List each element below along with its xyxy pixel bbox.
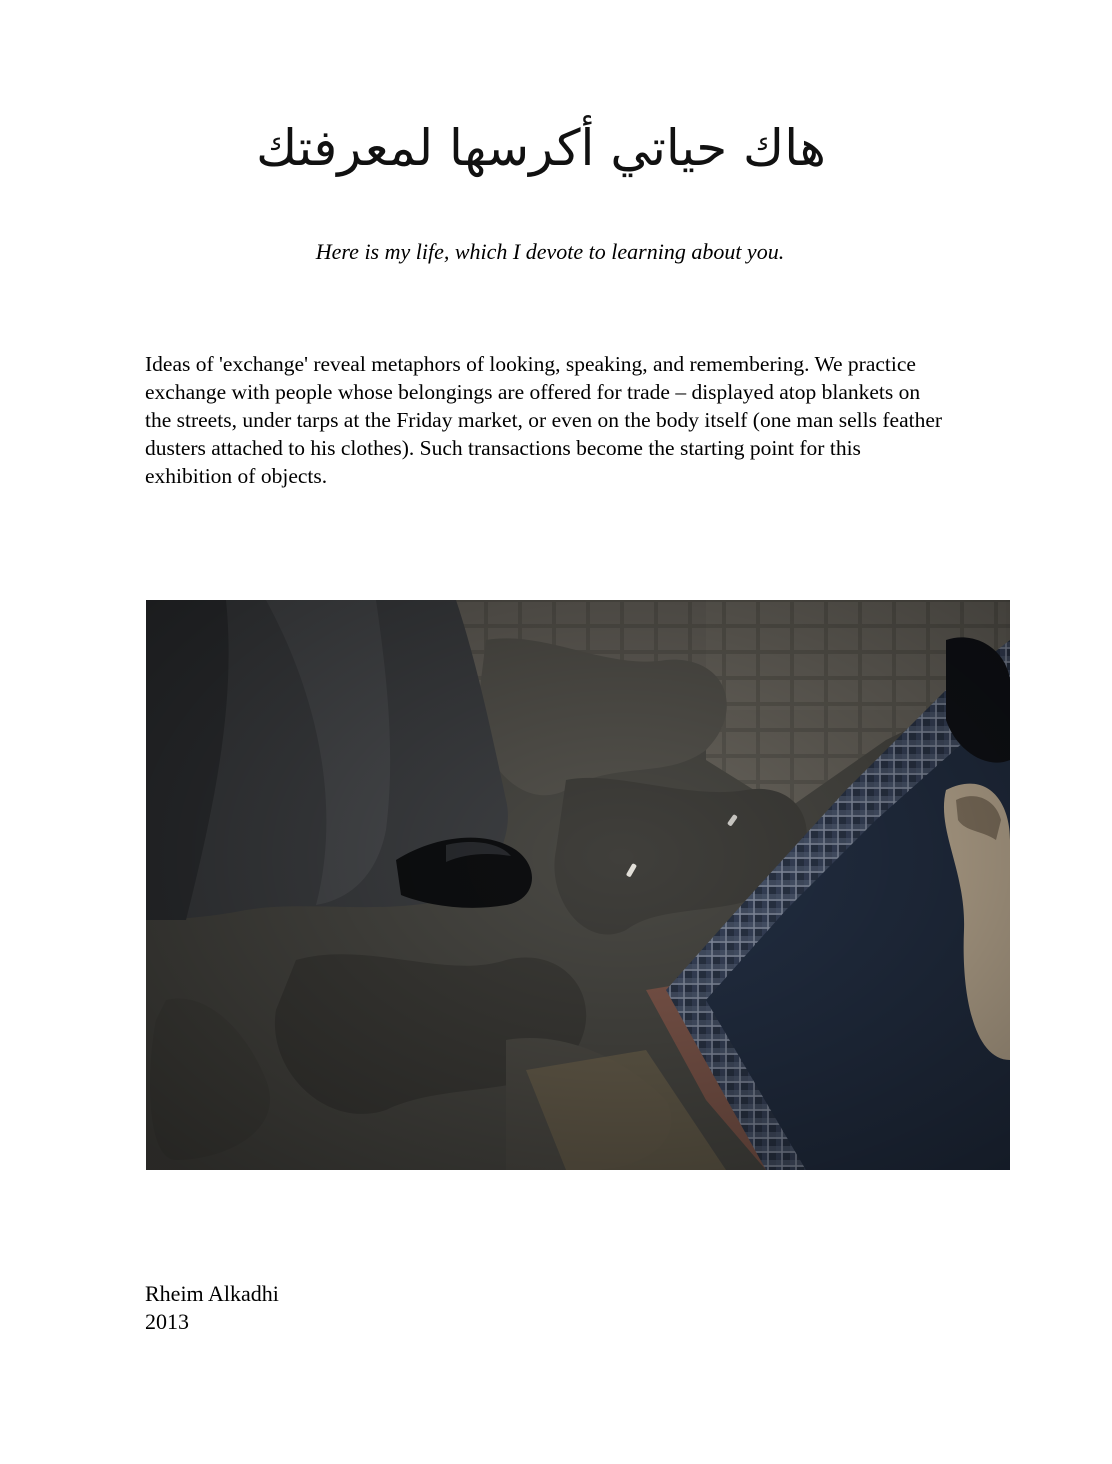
- author-name: Rheim Alkadhi: [145, 1281, 279, 1306]
- publication-year: 2013: [145, 1309, 189, 1334]
- body-paragraph: Ideas of 'exchange' reveal metaphors of looking, speaking, and remembering. We practice exchange with people whose belongings are offered for trade – displayed atop blankets on the streets, under tarps at the Friday market, or even on the body itself (one man sells feather dusters attached to his clothes). Such transactions become the starting point for this exhibition of objects.: [145, 352, 943, 488]
- title-translation: Here is my life, which I devote to learning about you.: [315, 239, 785, 264]
- arabic-title: هاك حياتي أكرسها لمعرفتك: [256, 119, 826, 177]
- author-block: [145, 1280, 279, 1336]
- street-market-photo: [146, 600, 1010, 1170]
